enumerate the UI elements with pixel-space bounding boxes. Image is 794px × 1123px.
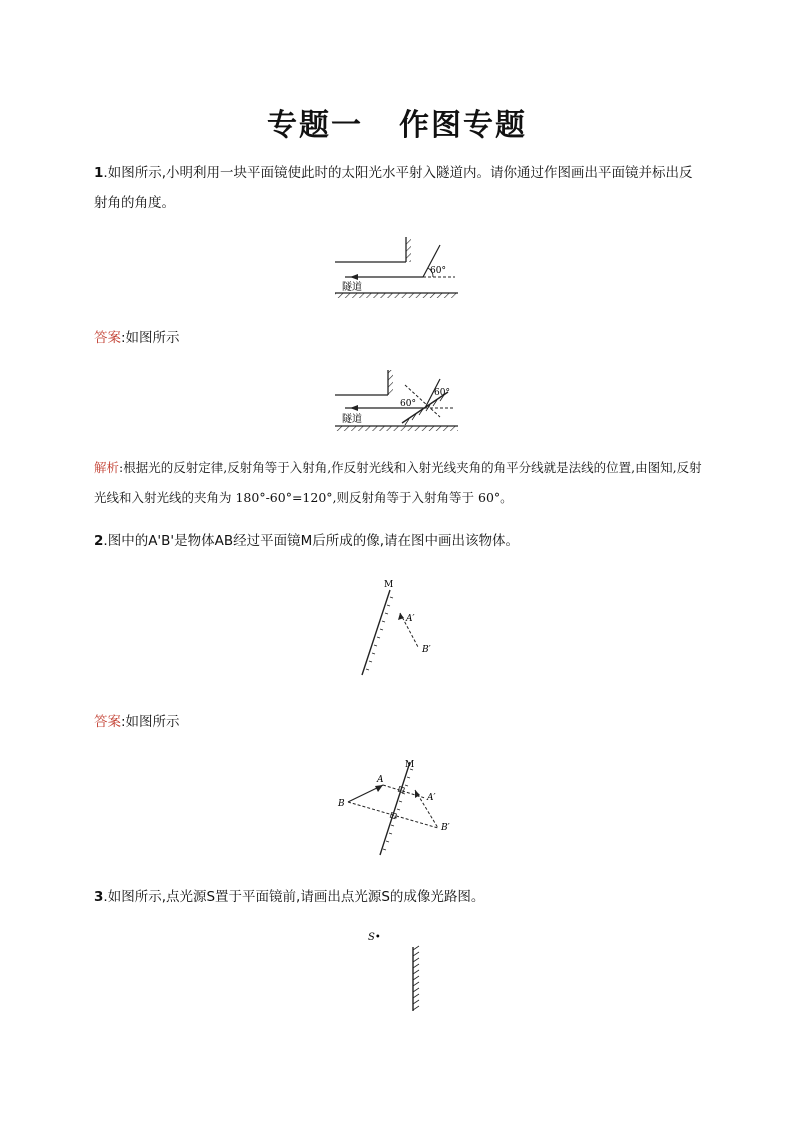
question-3: [94, 882, 704, 912]
question-2: [94, 526, 704, 556]
q2-ans-mirror: [380, 762, 410, 855]
q2-mirror: [362, 590, 390, 675]
q1-figure: [330, 235, 465, 300]
q1-expl-text: :根据光的反射定律,反射角等于入射角,作反射光线和入射光线夹角的角平分线就是法线的位置,由图知,反射光线和入射光线的夹角为 180°-60°=120°,则反射角等于入射角等于 60°。: [94, 460, 702, 505]
q2-ans-A2: A′: [427, 793, 436, 803]
q1-fig-angle: 60°: [430, 266, 446, 276]
q2-answer-text: :如图所示: [121, 714, 180, 730]
q2-fig-M: M: [384, 580, 394, 590]
q2-answer-label: 答案: [94, 714, 121, 730]
q2-fig-B: B′: [422, 645, 431, 655]
q2-fig-A: A′: [406, 614, 415, 624]
q2-answer: [94, 710, 180, 730]
question-2-number: 2: [94, 533, 104, 549]
title-part1: 专题一: [267, 108, 363, 143]
q1-ans-angle1: 60°: [400, 399, 416, 409]
q1-answer-text: :如图所示: [121, 330, 180, 346]
q1-ans-tunnel: 隧道: [342, 414, 362, 425]
q2-ans-M: M: [405, 760, 415, 770]
q1-fig-tunnel: 隧道: [342, 282, 362, 293]
q2-answer-figure: [335, 755, 465, 860]
title-part2: 作图专题: [399, 108, 527, 143]
q1-ans-angle2: 60°: [434, 388, 450, 398]
q1-answer-figure: [330, 367, 465, 435]
question-1-number: 1: [94, 165, 104, 181]
q2-ans-B: B: [338, 799, 345, 809]
q2-ans-A: A: [377, 775, 384, 785]
q2-ans-dashed-BB: [348, 802, 438, 828]
q1-answer-label: 答案: [94, 330, 121, 346]
q1-explanation: [94, 453, 704, 513]
question-3-number: 3: [94, 889, 104, 905]
q3-fig-S: S•: [368, 932, 381, 943]
q3-figure: [365, 925, 435, 1015]
question-2-text: .图中的A'B'是物体AB经过平面镜M后所成的像,请在图中画出该物体。: [103, 533, 520, 549]
q2-ans-B2: B′: [441, 823, 450, 833]
q1-expl-label: 解析: [94, 460, 120, 475]
page-title: [0, 100, 794, 144]
q1-answer: [94, 326, 180, 346]
question-1: [94, 158, 704, 218]
question-3-text: .如图所示,点光源S置于平面镜前,请画出点光源S的成像光路图。: [103, 889, 485, 905]
question-1-text: .如图所示,小明利用一块平面镜使此时的太阳光水平射入隧道内。请你通过作图画出平面镜并标出反射角的角度。: [94, 165, 693, 211]
q2-figure: [350, 575, 445, 680]
